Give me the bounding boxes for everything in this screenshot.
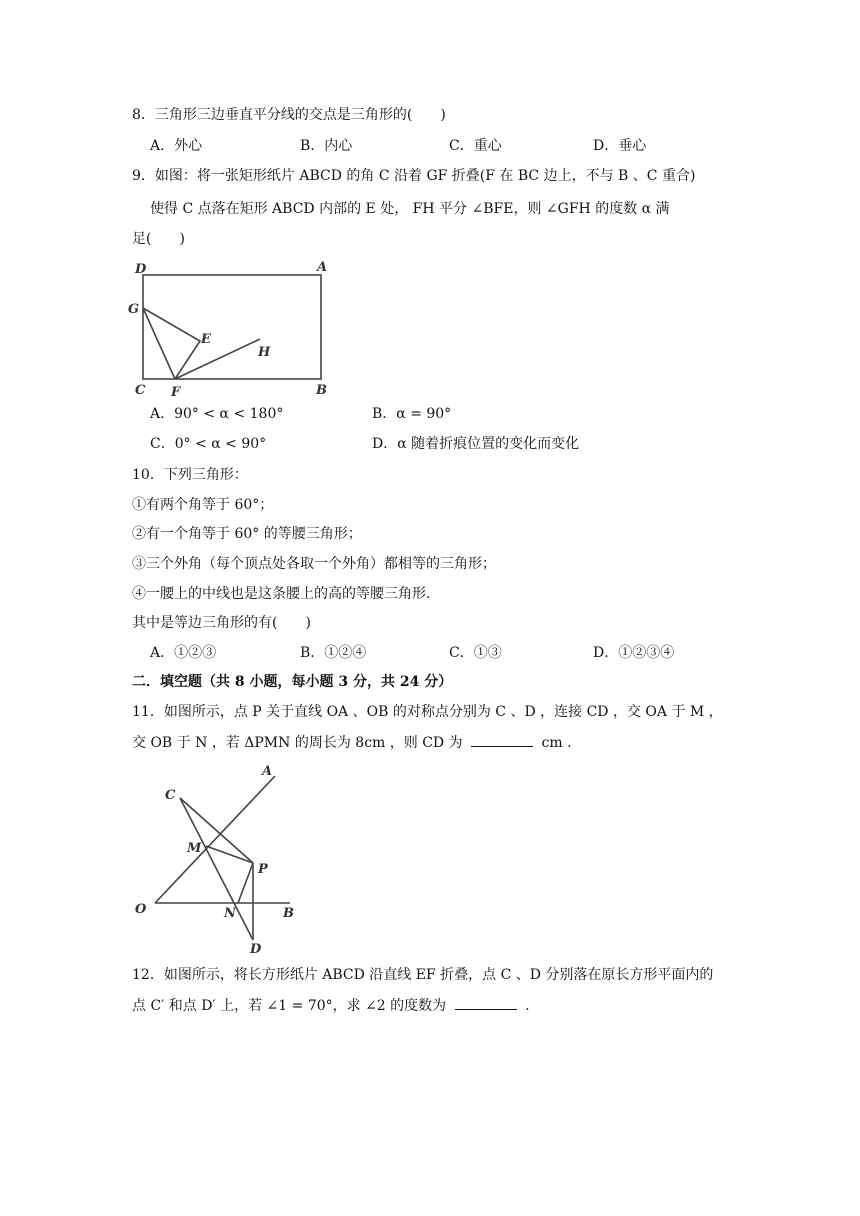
q12-stem-line1: 12．如图所示，将长方形纸片 ABCD 沿直线 EF 折叠，点 C 、D 分别落在原长方形平面内的	[132, 967, 714, 983]
q8-option-b[interactable]: B．内心	[300, 138, 353, 154]
label-d: D	[135, 262, 147, 277]
q8-option-d[interactable]: D．垂心	[593, 138, 647, 154]
q9-option-d[interactable]: D．α 随着折痕位置的变化而变化	[372, 436, 580, 452]
crease-gf	[143, 308, 175, 379]
section-heading: 二．填空题（共 8 小题，每小题 3 分，共 24 分）	[132, 674, 453, 690]
label-d: D	[250, 942, 262, 957]
q10-stem: 10．下列三角形：	[132, 467, 248, 483]
label-a: A	[317, 260, 328, 275]
q9-stem-line2: 使得 C 点落在矩形 ABCD 内部的 E 处， FH 平分 ∠BFE，则 ∠GFH 的度数 α 满	[150, 201, 670, 217]
label-b: B	[316, 383, 327, 398]
q11-stem-line1: 11．如图所示，点 P 关于直线 OA 、OB 的对称点分别为 C 、D ，连接 CD ，交 OA 于 M ，	[132, 704, 723, 720]
label-m: M	[187, 841, 202, 856]
label-f: F	[171, 385, 181, 400]
q10-item-3: ③三个外角（每个顶点处各取一个外角）都相等的三角形；	[132, 556, 496, 572]
q11-unit: cm .	[541, 735, 572, 751]
q10-item-4: ④一腰上的中线也是这条腰上的高的等腰三角形.	[132, 586, 431, 602]
q11-stem-line2	[132, 732, 572, 753]
label-h: H	[258, 345, 271, 360]
label-c: C	[165, 788, 176, 803]
segment-np	[238, 863, 253, 903]
q12-stem-line2-text: 点 C′ 和点 D′ 上，若 ∠1 = 70°，求 ∠2 的度数为	[132, 998, 447, 1014]
rectangle-abcd	[143, 275, 321, 379]
q11-answer-blank[interactable]	[471, 732, 533, 747]
q9-figure	[125, 255, 340, 400]
q9-option-b[interactable]: B．α = 90°	[372, 406, 452, 422]
q9-option-c[interactable]: C．0° < α < 90°	[150, 436, 267, 452]
q10-option-b[interactable]: B．①②④	[300, 645, 367, 661]
label-e: E	[201, 332, 211, 347]
q9-stem-line1: 9．如图：将一张矩形纸片 ABCD 的角 C 沿着 GF 折叠(F 在 BC 边上，不与 B 、C 重合)	[132, 168, 696, 184]
label-b: B	[283, 906, 294, 921]
segment-mp	[206, 846, 253, 863]
q12-period: .	[525, 998, 530, 1014]
q12-answer-blank[interactable]	[455, 995, 517, 1010]
q9-option-a[interactable]: A．90° < α < 180°	[150, 406, 284, 422]
q11-stem-line2-text: 交 OB 于 N ，若 ΔPMN 的周长为 8cm ，则 CD 为	[132, 735, 463, 751]
q10-option-a[interactable]: A．①②③	[150, 645, 217, 661]
segment-cd	[180, 798, 253, 940]
label-c: C	[135, 383, 146, 398]
q10-item-1: ①有两个角等于 60°；	[132, 497, 274, 513]
q11-figure	[130, 760, 300, 960]
q10-item-2: ②有一个角等于 60° 的等腰三角形；	[132, 526, 362, 542]
q10-option-d[interactable]: D．①②③④	[593, 645, 675, 661]
q9-stem-line3: 足( )	[132, 231, 185, 247]
label-o: O	[135, 902, 147, 917]
q8-stem: 8．三角形三边垂直平分线的交点是三角形的( )	[132, 107, 446, 123]
label-n: N	[224, 906, 236, 921]
fold-triangle-gef	[143, 308, 200, 379]
label-p: P	[258, 862, 268, 877]
label-a: A	[262, 764, 273, 779]
q8-option-c[interactable]: C．重心	[449, 138, 502, 154]
q8-option-a[interactable]: A．外心	[150, 138, 203, 154]
q12-stem-line2	[132, 995, 530, 1016]
q10-question: 其中是等边三角形的有( )	[132, 615, 311, 631]
q10-option-c[interactable]: C．①③	[449, 645, 502, 661]
label-g: G	[128, 302, 140, 317]
